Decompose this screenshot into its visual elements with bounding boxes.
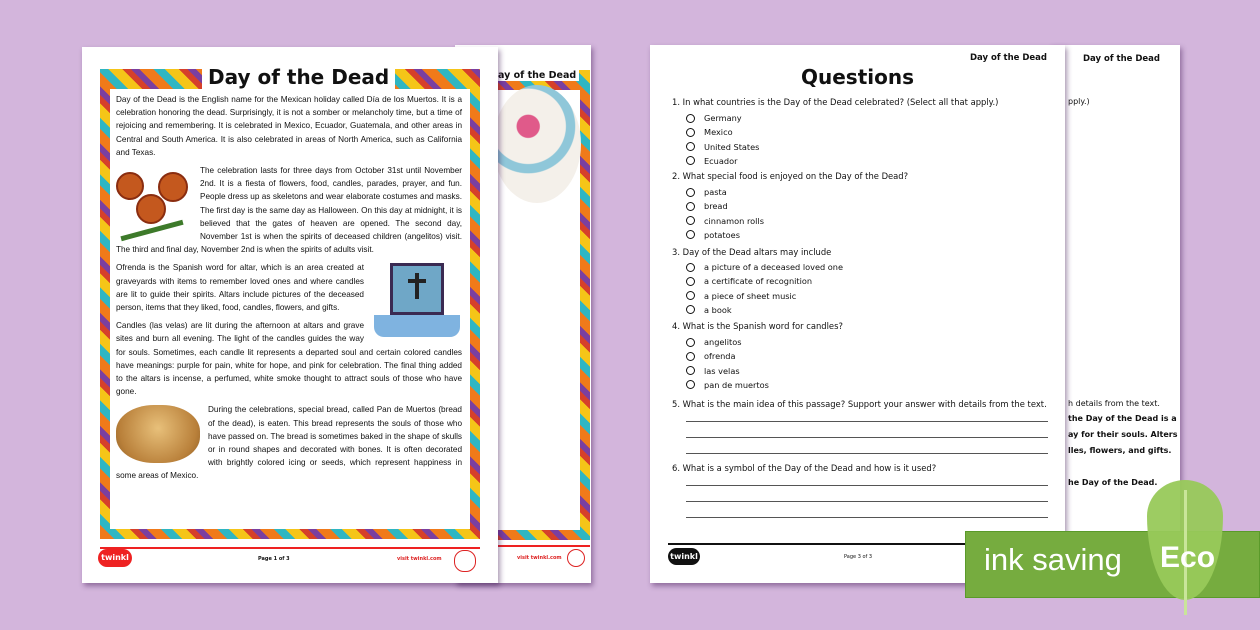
answer-option[interactable] <box>686 291 796 301</box>
radio-button[interactable] <box>686 142 695 151</box>
question-5: 5. What is the main idea of this passage? Support your answer with details from the text. <box>672 399 1047 409</box>
text-fragment: lles, flowers, and gifts. <box>1068 446 1172 455</box>
radio-button[interactable] <box>686 291 695 300</box>
page-header: Day of the Dead <box>1082 54 1160 64</box>
radio-button[interactable] <box>686 277 695 286</box>
twinkl-link[interactable]: visit twinkl.com <box>517 555 562 561</box>
radio-button[interactable] <box>686 202 695 211</box>
quality-badge-icon <box>567 549 585 567</box>
paragraph-intro: Day of the Dead is the English name for the Mexican holiday called Día de los Muertos. It is a celebration honoring the dead. Surprisingly, it is not a somber or melancholy time, but a time of rejoicing and remembering. It is celebrated in Mexico, Ecuador, Guatemala, and other areas in Central and South America. It is also celebrated in areas of North America, such as California and Texas. <box>116 95 462 157</box>
paragraph-bread: During the celebrations, special bread, called Pan de Muertos (bread of the dead), is eaten. This bread represents the souls of those who have passed on. The bread is sometimes baked in the shape of skulls or in round shapes and decorated with bones. It is often decorated with brightly colored icing or seeds, which represent happiness in some areas of Mexico. <box>116 405 462 481</box>
answer-option[interactable] <box>686 337 741 347</box>
answer-option[interactable] <box>686 156 737 166</box>
page-number: Page 3 of 3 <box>844 554 873 560</box>
answer-line[interactable] <box>686 501 1048 502</box>
answer-line[interactable] <box>686 437 1048 438</box>
answer-option[interactable] <box>686 127 733 137</box>
radio-button[interactable] <box>686 338 695 347</box>
answer-option[interactable] <box>686 230 740 240</box>
option-label: bread <box>704 201 728 212</box>
option-label: a picture of a deceased loved one <box>704 262 844 272</box>
text-fragment: the Day of the Dead is a <box>1068 414 1177 423</box>
answer-option[interactable] <box>686 305 732 315</box>
option-label: Germany <box>704 113 742 123</box>
question-2: 2. What special food is enjoyed on the Day of the Dead? <box>672 171 909 181</box>
answer-option[interactable] <box>686 366 740 376</box>
radio-button[interactable] <box>686 305 695 314</box>
text-fragment: ay for their souls. Alters <box>1068 430 1178 439</box>
answer-option[interactable] <box>686 142 759 152</box>
answer-line[interactable] <box>686 453 1048 454</box>
option-label: angelitos <box>704 337 742 347</box>
eco-label: Eco <box>1160 541 1216 574</box>
reading-text <box>116 93 462 488</box>
answer-line[interactable] <box>686 517 1048 518</box>
radio-button[interactable] <box>686 216 695 225</box>
page-number: Page 1 of 3 <box>258 556 290 562</box>
option-label: pan de muertos <box>704 379 769 390</box>
radio-button[interactable] <box>686 128 695 137</box>
option-label: Mexico <box>704 127 733 138</box>
paragraph-celebration: The celebration lasts for three days from October 31st until November 2nd. It is a fiesta of flowers, food, candles, parades, prayer, and fun. People dress up as skeletons and wear elaborate costumes and masks. The first day is the same day as Halloween. On this day at midnight, it is believed that the gates of heaven are opened. The second day, November 1st is when the spirits of deceased children (angelitos) visit. The third and final day, November 2nd is when the spirits of adults visit. <box>116 166 462 255</box>
radio-button[interactable] <box>686 366 695 375</box>
radio-button[interactable] <box>686 188 695 197</box>
radio-button[interactable] <box>686 263 695 272</box>
answer-option[interactable] <box>686 113 742 123</box>
option-label: ofrenda <box>704 351 736 362</box>
option-label: pasta <box>704 187 727 197</box>
paragraph-candles: Candles (las velas) are lit during the afternoon at altars and grave sites and burn all evening. The light of the candles guides the way for souls. Sometimes, each candle lit represents a departed soul and certain colored candles have meanings: purple for pain, white for hope, and pink for celebration. The final thing added to the altars is incense, a perfumed, white smoke thought to attract souls of those who have gone. <box>116 321 462 397</box>
answer-option[interactable] <box>686 276 812 286</box>
option-label: a certificate of recognition <box>704 276 813 287</box>
answer-option[interactable] <box>686 216 764 226</box>
option-label: a book <box>704 304 732 315</box>
answer-option[interactable] <box>686 351 736 361</box>
option-label: potatoes <box>704 229 740 240</box>
text-fragment: h details from the text. <box>1068 399 1160 408</box>
question-1: 1. In what countries is the Day of the Dead celebrated? (Select all that apply.) <box>672 97 999 107</box>
twinkl-logo: twinkl <box>98 549 132 567</box>
radio-button[interactable] <box>686 380 695 389</box>
option-label: las velas <box>704 365 740 376</box>
answer-line[interactable] <box>686 421 1048 422</box>
option-label: Ecuador <box>704 155 738 166</box>
twinkl-logo: twinkl <box>668 548 700 565</box>
radio-button[interactable] <box>686 352 695 361</box>
radio-button[interactable] <box>686 230 695 239</box>
option-label: cinnamon rolls <box>704 215 764 226</box>
ink-saving-label: ink saving <box>984 542 1122 577</box>
text-fragment: he Day of the Dead. <box>1068 478 1158 487</box>
reading-page <box>82 47 498 583</box>
question-4: 4. What is the Spanish word for candles? <box>672 321 843 331</box>
page-title: Day of the Dead <box>202 65 395 91</box>
back-page-title: ay of the Dead <box>495 70 579 81</box>
page-title: Questions <box>800 65 914 89</box>
answer-option[interactable] <box>686 201 728 211</box>
question-6: 6. What is a symbol of the Day of the Dead and how is it used? <box>672 463 937 473</box>
quality-badge-icon <box>454 550 476 572</box>
twinkl-link[interactable]: visit twinkl.com <box>397 556 442 562</box>
bread-image <box>116 405 200 463</box>
altar-image <box>372 263 462 343</box>
question-3: 3. Day of the Dead altars may include <box>672 247 832 257</box>
marigold-image <box>116 166 192 240</box>
answer-option[interactable] <box>686 262 843 272</box>
option-label: a piece of sheet music <box>704 290 797 301</box>
radio-button[interactable] <box>686 156 695 165</box>
option-label: United States <box>704 141 760 152</box>
radio-button[interactable] <box>686 114 695 123</box>
answer-option[interactable] <box>686 187 727 197</box>
text-fragment: pply.) <box>1068 97 1090 106</box>
answer-line[interactable] <box>686 485 1048 486</box>
questions-page <box>650 45 1065 583</box>
sugar-skull-image <box>493 85 581 203</box>
paragraph-ofrenda: Ofrenda is the Spanish word for altar, which is an area created at graveyards with items to remember loved ones and where candles are lit to guide their spirits. Altars include pictures of the deceased person, items that they liked, food, candles, flowers, and gifts. <box>116 263 364 313</box>
page-header: Day of the Dead <box>969 53 1047 63</box>
answer-option[interactable] <box>686 380 769 390</box>
